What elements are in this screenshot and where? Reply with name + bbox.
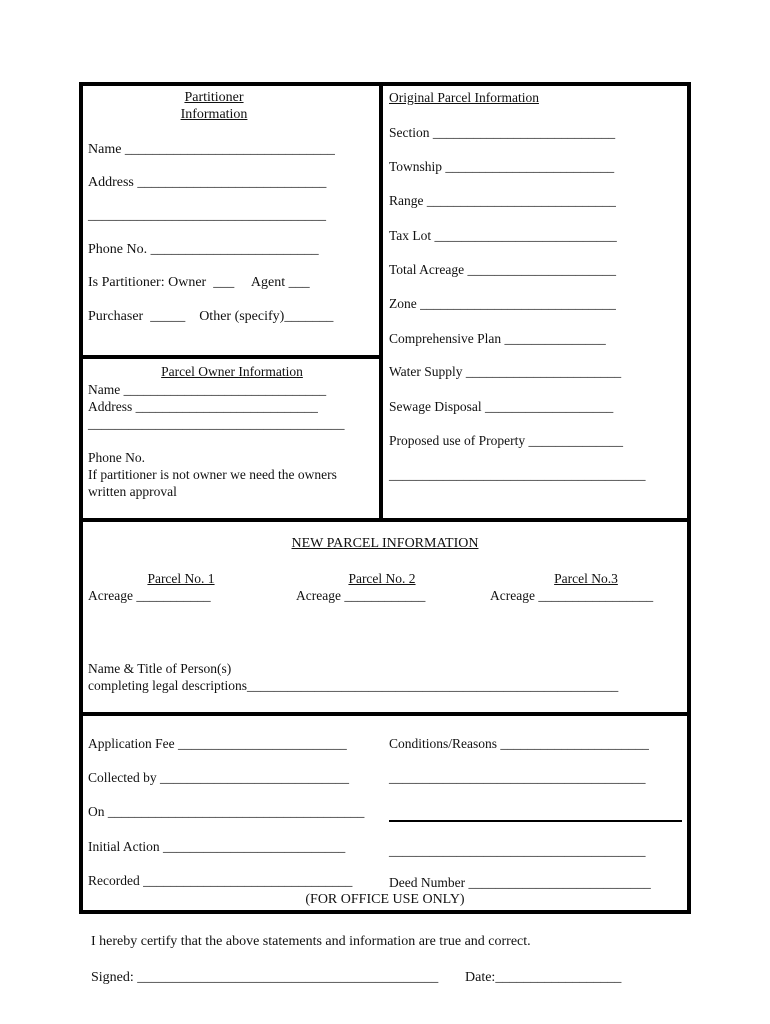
partitioner-address-field[interactable]: Address ___________________________ — [88, 175, 327, 190]
parcel-3-acreage-field[interactable]: Acreage _________________ — [490, 588, 654, 603]
conditions-rule-line — [389, 820, 682, 822]
parcel-1-acreage-field[interactable]: Acreage ___________ — [88, 588, 211, 603]
conditions-reasons-field[interactable]: Conditions/Reasons ______________________ — [389, 736, 649, 751]
partitioner-heading: Partitioner — [184, 90, 244, 105]
proposed-use-line2[interactable]: ______________________________________ — [389, 467, 646, 482]
on-field[interactable]: On ______________________________________ — [88, 804, 365, 819]
sewage-disposal-field[interactable]: Sewage Disposal ___________________ — [389, 399, 614, 414]
original-parcel-heading: Original Parcel Information — [389, 90, 539, 105]
certification-statement: I hereby certify that the above statements and information are true and correct. — [91, 934, 531, 949]
zone-field[interactable]: Zone _____________________________ — [389, 296, 616, 311]
proposed-use-field[interactable]: Proposed use of Property ______________ — [389, 433, 623, 448]
partitioner-phone-field[interactable]: Phone No. ________________________ — [88, 242, 319, 257]
partitioner-address-line2[interactable]: __________________________________ — [88, 208, 326, 223]
owner-name-field[interactable]: Name ______________________________ — [88, 382, 327, 397]
parcel-2-label: Parcel No. 2 — [348, 571, 416, 586]
office-use-label: (FOR OFFICE USE ONLY) — [305, 892, 465, 907]
top-section-divider — [379, 82, 383, 522]
township-field[interactable]: Township _________________________ — [389, 159, 615, 174]
comprehensive-plan-field[interactable]: Comprehensive Plan _______________ — [389, 331, 606, 346]
owner-address-line2[interactable]: ______________________________________ — [88, 416, 345, 431]
owner-approval-note: If partitioner is not owner we need the owners — [88, 467, 337, 482]
partitioner-owner-divider — [79, 355, 381, 359]
deed-number-field[interactable]: Deed Number ___________________________ — [389, 875, 651, 890]
parcel-2-acreage-field[interactable]: Acreage ____________ — [296, 588, 426, 603]
owner-phone-field[interactable]: Phone No. — [88, 450, 145, 465]
parcel-owner-heading: Parcel Owner Information — [161, 364, 303, 379]
owner-approval-note-line2: written approval — [88, 484, 177, 499]
parcel-1-label: Parcel No. 1 — [147, 571, 215, 586]
total-acreage-field[interactable]: Total Acreage ______________________ — [389, 262, 617, 277]
application-fee-field[interactable]: Application Fee _________________________ — [88, 736, 347, 751]
partitioner-role-field[interactable]: Is Partitioner: Owner ___ Agent ___ — [88, 275, 310, 290]
legal-description-label: Name & Title of Person(s) — [88, 661, 232, 676]
initial-action-field[interactable]: Initial Action ___________________________ — [88, 839, 346, 854]
conditions-line-1[interactable]: ______________________________________ — [389, 770, 646, 785]
partitioner-purchaser-field[interactable]: Purchaser _____ Other (specify)_______ — [88, 309, 334, 324]
section-field[interactable]: Section ___________________________ — [389, 125, 616, 140]
recorded-field[interactable]: Recorded _______________________________ — [88, 873, 353, 888]
parcel-3-label: Parcel No.3 — [554, 571, 618, 586]
tax-lot-field[interactable]: Tax Lot ___________________________ — [389, 228, 617, 243]
legal-description-field[interactable]: completing legal descriptions_______________________________________________________ — [88, 678, 619, 693]
partitioner-name-field[interactable]: Name ______________________________ — [88, 142, 335, 157]
collected-by-field[interactable]: Collected by ____________________________ — [88, 770, 349, 785]
signature-field[interactable]: Signed: ___________________________________________ — [91, 970, 439, 985]
range-field[interactable]: Range ____________________________ — [389, 193, 616, 208]
partitioner-heading-line2: Information — [180, 107, 248, 122]
owner-address-field[interactable]: Address ___________________________ — [88, 399, 318, 414]
conditions-line-3[interactable]: ______________________________________ — [389, 843, 646, 858]
date-field[interactable]: Date:__________________ — [465, 970, 622, 985]
water-supply-field[interactable]: Water Supply _______________________ — [389, 364, 622, 379]
new-parcel-heading: NEW PARCEL INFORMATION — [291, 536, 479, 551]
